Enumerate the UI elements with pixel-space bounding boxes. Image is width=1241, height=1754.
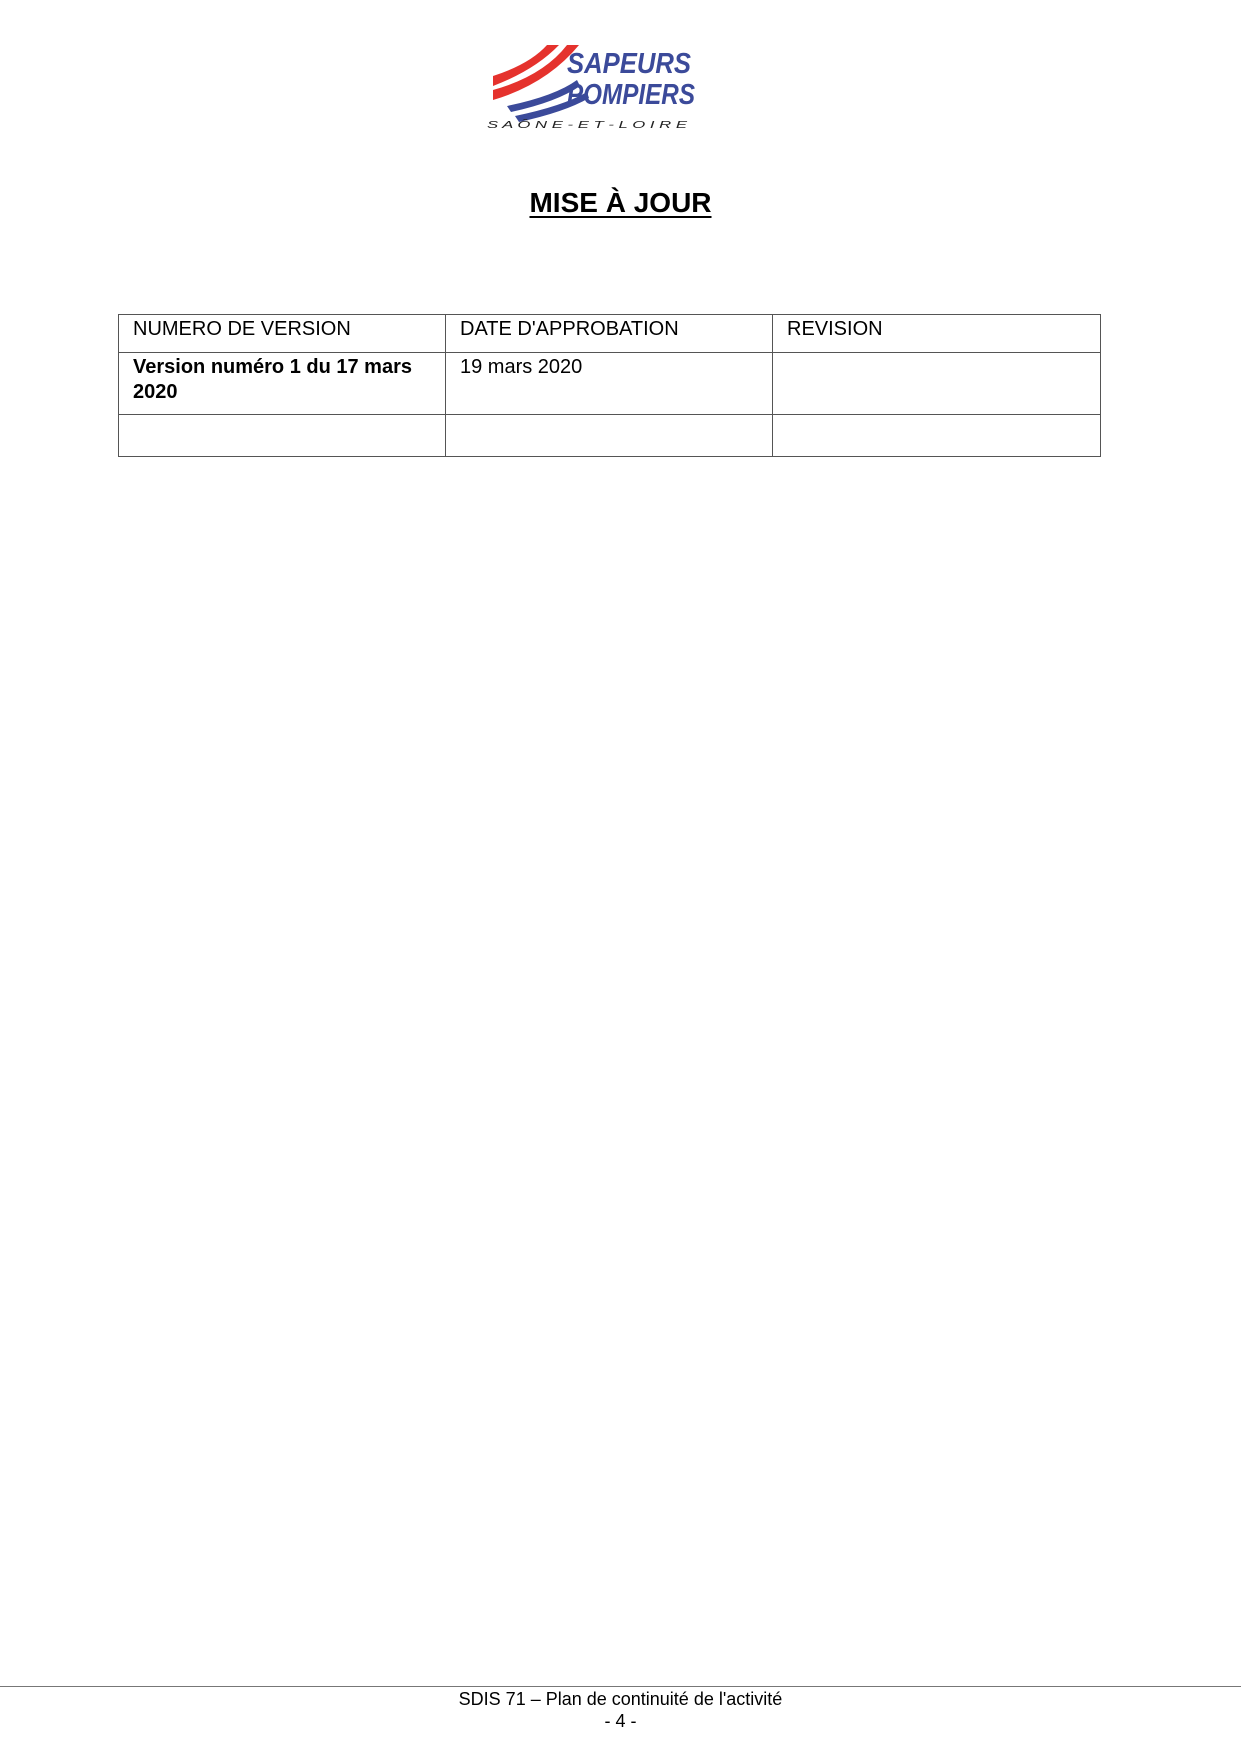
logo-subtitle: S A Ô N E - E T - L O I R E xyxy=(487,120,607,131)
sapeurs-pompiers-logo xyxy=(485,40,705,132)
cell-revision xyxy=(773,415,1101,457)
version-table xyxy=(118,314,1101,457)
cell-version-number xyxy=(119,415,446,457)
table-header-row xyxy=(119,315,1101,353)
cell-version-number: Version numéro 1 du 17 mars 2020 xyxy=(119,353,446,415)
footer-document-title: SDIS 71 – Plan de continuité de l'activité xyxy=(458,1689,783,1709)
page-title xyxy=(0,186,1241,220)
logo-line2: POMPIERS xyxy=(567,79,696,111)
logo-line1: SAPEURS xyxy=(567,48,692,80)
footer-divider xyxy=(0,1686,1241,1687)
table-row xyxy=(119,415,1101,457)
cell-approval-date: 19 mars 2020 xyxy=(446,353,773,415)
header-revision: REVISION xyxy=(773,315,1101,353)
page-title-text: MISE À JOUR xyxy=(529,187,712,218)
header-version-number: NUMERO DE VERSION xyxy=(119,315,446,353)
table-row xyxy=(119,353,1101,415)
cell-approval-date xyxy=(446,415,773,457)
header-approval-date: DATE D'APPROBATION xyxy=(446,315,773,353)
cell-revision xyxy=(773,353,1101,415)
footer-page-number: - 4 - xyxy=(604,1711,637,1731)
